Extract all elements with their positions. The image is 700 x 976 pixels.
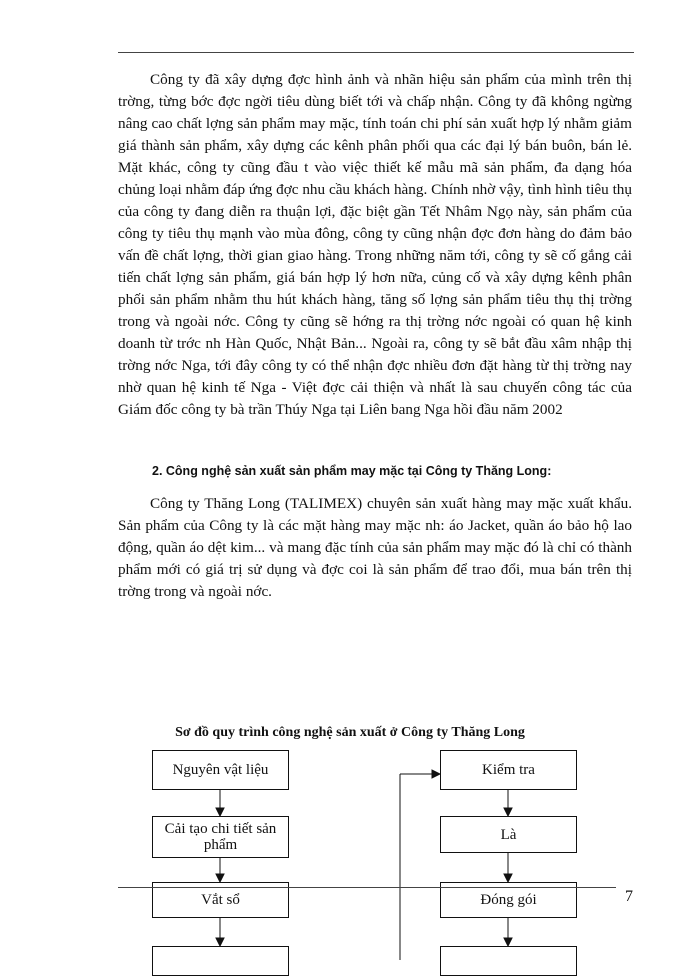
- footer-rule: [118, 887, 616, 888]
- page-number: 7: [625, 888, 633, 905]
- flow-box-nguyen-vat-lieu: Nguyên vật liệu: [152, 750, 289, 790]
- flow-box-kiem-tra: Kiểm tra: [440, 750, 577, 790]
- flow-box-left-next: [152, 946, 289, 976]
- flow-box-la: Là: [440, 816, 577, 853]
- section-heading: 2. Công nghệ sản xuất sản phẩm may mặc tại Công ty Thăng Long:: [152, 464, 552, 478]
- flow-arrowhead: [216, 808, 224, 816]
- diagram-title: Sơ đồ quy trình công nghệ sản xuất ở Công ty Thăng Long: [175, 725, 525, 740]
- flow-box-right-next: [440, 946, 577, 976]
- flow-arrowhead: [216, 938, 224, 946]
- body-paragraph-2: Công ty Thăng Long (TALIMEX) chuyên sản xuất hàng may mặc xuất khẩu. Sản phẩm của Công ty là các mặt hàng may mặc nh: áo Jacket, quần áo bảo hộ lao động, quần áo dệt kim... và mang đặc tính của sản phẩm may mặc đó là chỉ có thành phẩm mới có giá trị sử dụng và đợc coi là sản phẩm để trao đổi, mua bán trên thị trờng trong và ngoài nớc.: [118, 495, 632, 600]
- flow-arrowhead: [504, 938, 512, 946]
- body-paragraph-1: Công ty đã xây dựng đợc hình ảnh và nhãn hiệu sản phẩm của mình trên thị trờng, từng bớc đợc ngời tiêu dùng biết tới và chấp nhận. Công ty đã không ngừng nâng cao chất lợng sản phẩm may mặc, tính toán chi phí sản xuất hợp lý nhằm giảm giá thành sản phẩm, xây dựng các kênh phân phối qua các đại lý bán buôn, bán lẻ. Mặt khác, công ty cũng đầu t vào việc thiết kế mẫu mã sản phẩm, đa dạng hóa chủng loại nhằm đáp ứng đợc nhu cầu khách hàng. Chính nhờ vậy, tình hình tiêu thụ của công ty đang diễn ra thuận lợi, đặc biệt gần Tết Nhâm Ngọ này, sản phẩm của công ty tiêu thụ mạnh vào mùa đông, công ty cũng nhận đợc đơn hàng do đảm bảo vấn đề chất lợng, thời gian giao hàng. Trong những năm tới, công ty sẽ cố gắng cải tiến chất lợng sản phẩm, giá bán hợp lý hơn nữa, củng cố và xây dựng kênh phân phối sản phẩm nhằm thu hút khách hàng, tăng số lợng sản phẩm tiêu thụ thị trờng trong và ngoài nớc. Công ty cũng sẽ hớng ra thị trờng nớc ngoài có quan hệ kinh doanh từ trớc nh Hàn Quốc, Nhật Bản... Ngoài ra, công ty sẽ bắt đầu xâm nhập thị trờng nớc Nga, tới đây công ty có thể nhận đợc nhiều đơn đặt hàng từ thị trờng nay nhờ quan hệ kinh tế Nga - Việt đợc cải thiện và nhất là sau chuyến công tác của Giám đốc công ty bà trần Thúy Nga tại Liên bang Nga hồi đầu năm 2002: [118, 71, 632, 418]
- flow-arrowhead: [216, 874, 224, 882]
- flow-box-vat-so: Vắt sổ: [152, 882, 289, 918]
- flow-arrowhead: [504, 808, 512, 816]
- flow-box-cai-tao-chi-tiet: Cải tạo chi tiết sản phẩm: [152, 816, 289, 858]
- flow-arrowhead: [432, 770, 440, 778]
- flow-box-dong-goi: Đóng gói: [440, 882, 577, 918]
- flow-arrowhead: [504, 874, 512, 882]
